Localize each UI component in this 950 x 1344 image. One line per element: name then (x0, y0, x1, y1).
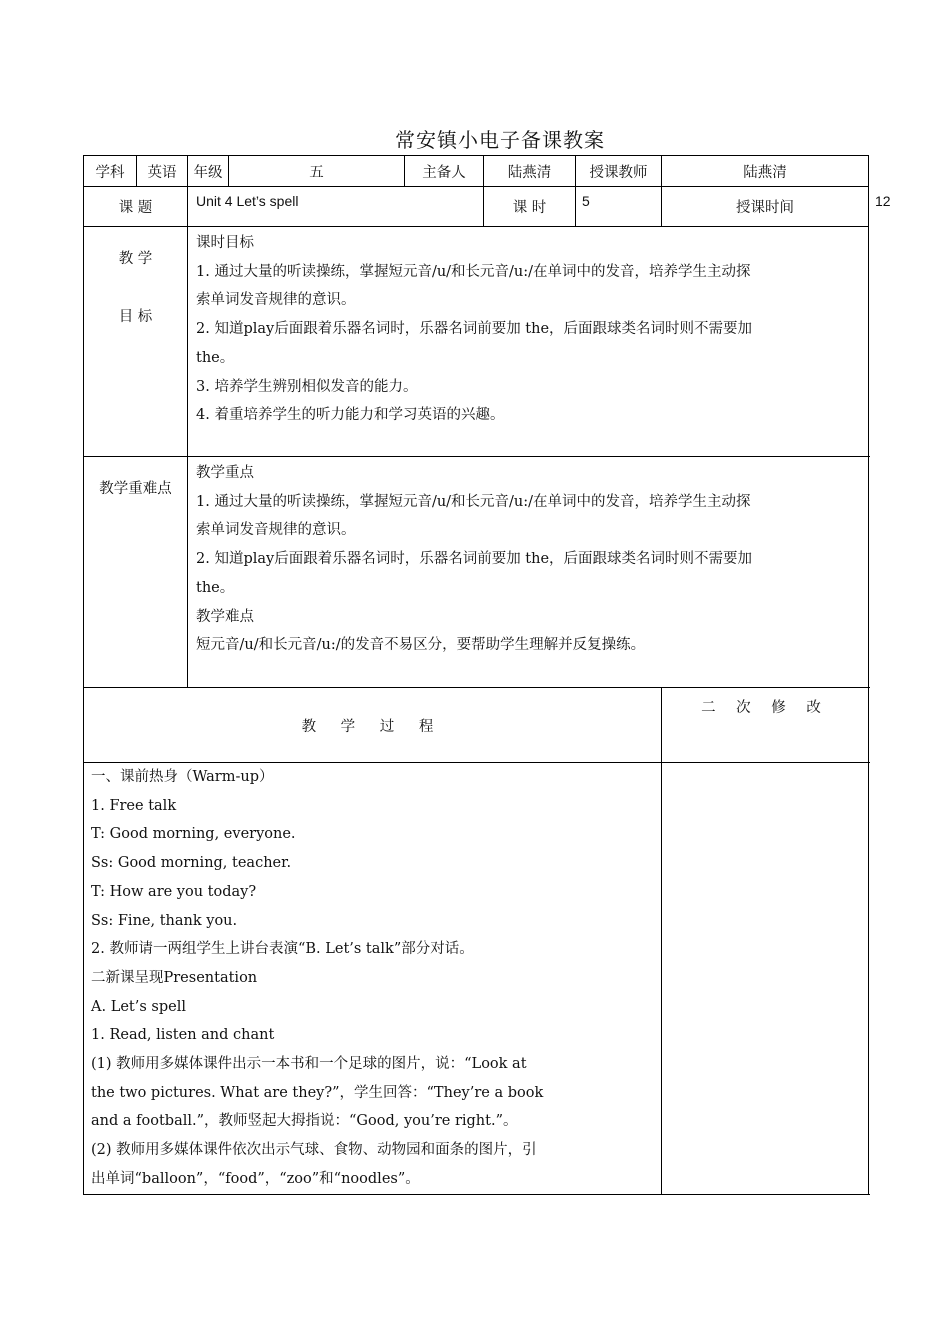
grade-label: 年级 (188, 156, 229, 187)
revision-label: 二 次 修 改 (662, 688, 869, 763)
process-line: (1) 教师用多媒体课件出示一本书和一个足球的图片，说：“Look at (91, 1056, 527, 1073)
topic-label: 课 题 (84, 187, 188, 227)
grade-value: 五 (229, 156, 405, 187)
focus-line: 2. 知道play后面跟着乐器名词时，乐器名词前要加 the，后面跟球类名词时则不需要加 (196, 551, 753, 568)
process-line: 一、课前热身（Warm-up） (91, 769, 274, 785)
process-label: 教 学 过 程 (84, 688, 662, 763)
preparer-value: 陆燕清 (484, 156, 576, 187)
focus-line: 1. 通过大量的听读操练，掌握短元音/u/和长元音/u:/在单词中的发音，培养学生主动探 (196, 493, 751, 510)
objectives-row (84, 227, 869, 457)
objective-line: the。 (196, 349, 235, 366)
process-line: (2) 教师用多媒体课件依次出示气球、食物、动物园和面条的图片，引 (91, 1142, 537, 1159)
objective-line: 4. 着重培养学生的听力能力和学习英语的兴趣。 (196, 407, 505, 424)
objective-line: 1. 通过大量的听读操练，掌握短元音/u/和长元音/u:/在单词中的发音，培养学生主动探 (196, 263, 751, 280)
subject-value: 英语 (137, 156, 188, 187)
process-line: T: Good morning, everyone. (91, 826, 296, 843)
lesson-plan-table (83, 155, 891, 1195)
objectives-label-line1: 教 学 (118, 251, 153, 267)
time-label: 授课时间 (662, 187, 869, 227)
period-value: 5 (576, 187, 662, 227)
page-title: 常安镇小电子备课教案 (395, 128, 605, 152)
objectives-label-line2: 目 标 (118, 309, 153, 325)
focus-line: 索单词发音规律的意识。 (196, 522, 356, 539)
process-line: 1. Free talk (91, 797, 177, 814)
preparer-label: 主备人 (405, 156, 484, 187)
key-points-label: 教学重难点 (84, 457, 188, 688)
topic-value: Unit 4 Let’s spell (188, 187, 484, 227)
objective-line: 索单词发音规律的意识。 (196, 292, 356, 309)
key-points-content (188, 457, 869, 688)
process-line: and a football.”，教师竖起大拇指说：“Good, you’re right.”。 (91, 1113, 518, 1130)
difficulty-heading: 教学难点 (196, 608, 254, 625)
teacher-label: 授课教师 (576, 156, 662, 187)
subject-label: 学科 (84, 156, 137, 187)
objective-line: 3. 培养学生辨别相似发音的能力。 (196, 378, 418, 395)
revision-content (662, 763, 869, 1195)
focus-heading: 教学重点 (196, 465, 254, 481)
objectives-content (188, 227, 869, 457)
process-line: 2. 教师请一两组学生上讲台表演“B. Let’s talk”部分对话。 (91, 941, 474, 958)
focus-line: the。 (196, 579, 235, 596)
process-line: Ss: Good morning, teacher. (91, 855, 292, 872)
process-line: the two pictures. What are they?”，学生回答：“They’re a book (91, 1084, 544, 1101)
process-content-row (84, 763, 869, 1195)
process-line: A. Let’s spell (91, 998, 186, 1015)
process-line: Ss: Fine, thank you. (91, 912, 238, 929)
key-points-row (84, 457, 869, 688)
process-content (84, 763, 662, 1195)
difficulty-line: 短元音/u/和长元音/u:/的发音不易区分，要帮助学生理解并反复操练。 (196, 637, 646, 654)
process-line: 1. Read, listen and chant (91, 1027, 275, 1044)
process-line: T: How are you today? (91, 883, 257, 900)
objectives-label (84, 227, 188, 457)
objective-line: 2. 知道play后面跟着乐器名词时，乐器名词前要加 the，后面跟球类名词时则不需要加 (196, 321, 753, 338)
process-line: 二新课呈现Presentation (91, 969, 258, 986)
header-row (84, 156, 869, 187)
process-header-row (84, 688, 869, 763)
period-label: 课 时 (484, 187, 576, 227)
objectives-heading: 课时目标 (196, 235, 254, 251)
topic-row: 课 题 Unit 4 Let’s spell 课 时 5 授课时间 12 (84, 187, 869, 227)
teacher-value: 陆燕清 (662, 156, 869, 187)
process-line: 出单词“balloon”，“food”，“zoo”和“noodles”。 (91, 1170, 420, 1187)
